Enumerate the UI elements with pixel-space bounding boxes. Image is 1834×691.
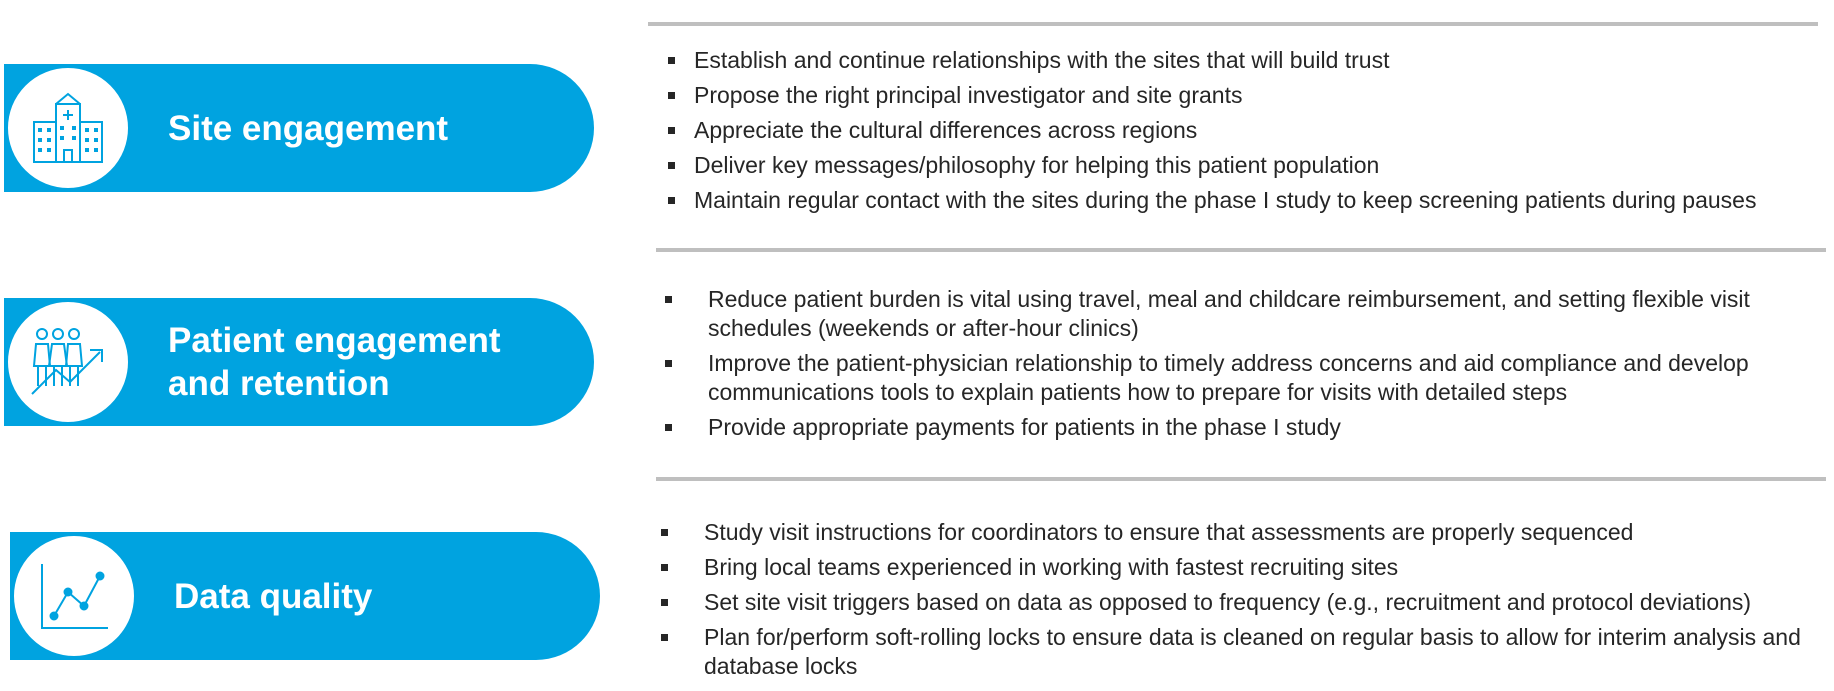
site-engagement-banner [4,64,594,192]
section-title: Data quality [174,576,373,616]
list-item: Propose the right principal investigator and site grants [668,81,1818,110]
line-chart-icon [10,532,138,660]
list-item: Study visit instructions for coordinators to ensure that assessments are properly sequenced [661,518,1821,547]
list-item: Reduce patient burden is vital using travel, meal and childcare reimbursement, and setting flexible visit schedules (weekends or after-hour clinics) [665,285,1825,343]
list-item: Bring local teams experienced in working with fastest recruiting sites [661,553,1821,582]
list-item: Maintain regular contact with the sites during the phase I study to keep screening patients during pauses [668,186,1818,215]
list-item: Plan for/perform soft-rolling locks to ensure data is cleaned on regular basis to allow for interim analysis and database locks [661,623,1821,681]
list-item: Provide appropriate payments for patients in the phase I study [665,413,1825,442]
patient-engagement-bullets [665,285,1825,448]
data-quality-bullets [661,518,1821,687]
list-item: Set site visit triggers based on data as opposed to frequency (e.g., recruitment and protocol deviations) [661,588,1821,617]
site-engagement-bullets [668,46,1818,221]
list-item: Appreciate the cultural differences across regions [668,116,1818,145]
patient-engagement-banner [4,298,594,426]
separator-middle [656,248,1826,252]
list-item: Deliver key messages/philosophy for helping this patient population [668,151,1818,180]
list-item: Improve the patient-physician relationship to timely address concerns and aid compliance and develop communications tools to explain patients how to prepare for visits with detailed steps [665,349,1825,407]
section-title: Patient engagement and retention [168,321,501,403]
hospital-icon [4,64,132,192]
patients-growth-icon [4,298,132,426]
separator-bottom [656,477,1826,481]
list-item: Establish and continue relationships with the sites that will build trust [668,46,1818,75]
section-title: Site engagement [168,108,449,148]
separator-top [648,22,1818,26]
data-quality-banner [10,532,600,660]
